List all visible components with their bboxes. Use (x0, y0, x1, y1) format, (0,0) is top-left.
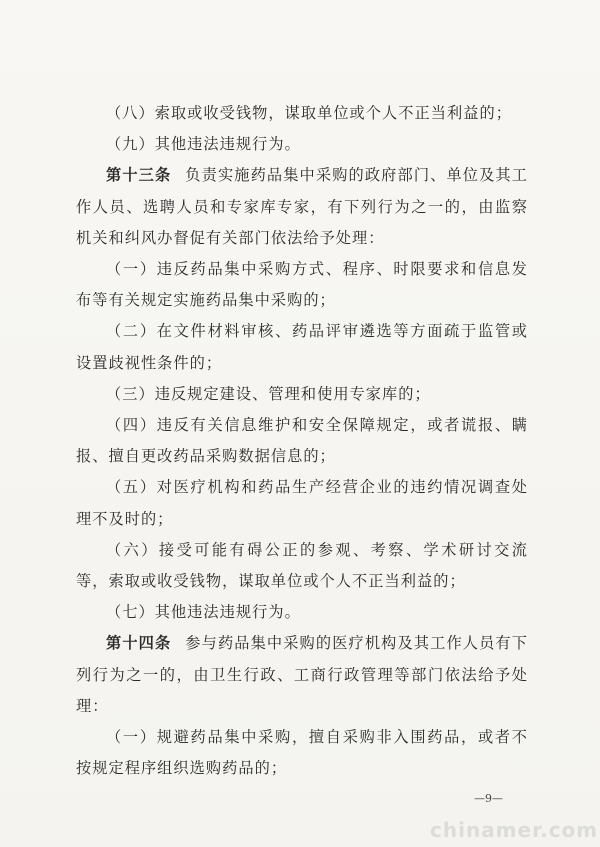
paragraph-text: （七）其他违法违规行为。 (106, 603, 301, 622)
paragraph-text: 负责实施药品集中采购的政府部门、单位及其工作人员、选聘人员和专家库专家，有下列行为之一的，由监察机关和纠风办督促有关部门依法给予处理： (76, 166, 528, 247)
paragraph-text: （八）索取或收受钱物，谋取单位或个人不正当利益的； (106, 104, 512, 122)
paragraph (76, 535, 528, 597)
page-number: —9— (474, 792, 503, 805)
article-label: 第十四条 (106, 634, 172, 653)
article-label: 第十三条 (106, 166, 172, 185)
paragraph-text: （三）违反规定建设、管理和使用专家库的； (106, 384, 431, 403)
paragraph-text: （二）在文件材料审核、药品评审遴选等方面疏于监管或设置歧视性条件的； (76, 322, 528, 372)
paragraph-text: （一）规避药品集中采购，擅自采购非入围药品，或者不按规定程序组织选购药品的； (76, 728, 528, 778)
paragraph-text: （六）接受可能有碍公正的参观、考察、学术研讨交流等，索取或收受钱物，谋取单位或个人不正当利益的； (76, 540, 528, 591)
paragraph-text: （五）对医疗机构和药品生产经营企业的违约情况调查处理不及时的； (76, 478, 528, 528)
paragraph (76, 129, 528, 160)
document-body (76, 98, 528, 784)
paragraph (76, 722, 528, 784)
paragraph (76, 410, 528, 472)
paragraph-text: （一）违反药品集中采购方式、程序、时限要求和信息发布等有关规定实施药品集中采购的； (76, 260, 528, 310)
paragraph (76, 160, 528, 254)
paragraph (76, 254, 528, 316)
paragraph (76, 472, 528, 534)
paragraph-text: （四）违反有关信息维护和安全保障规定，或者谎报、瞒报、擅自更改药品采购数据信息的； (76, 416, 528, 466)
paragraph (76, 98, 528, 129)
paragraph-text: 参与药品集中采购的医疗机构及其工作人员有下列行为之一的，由卫生行政、工商行政管理等部门依法给予处理： (76, 634, 528, 715)
paragraph (76, 597, 528, 628)
paragraph-text: （九）其他违法违规行为。 (106, 135, 301, 154)
paragraph (76, 628, 528, 722)
paragraph (76, 379, 528, 410)
paragraph (76, 316, 528, 378)
watermark: chinamer.com (430, 818, 599, 842)
